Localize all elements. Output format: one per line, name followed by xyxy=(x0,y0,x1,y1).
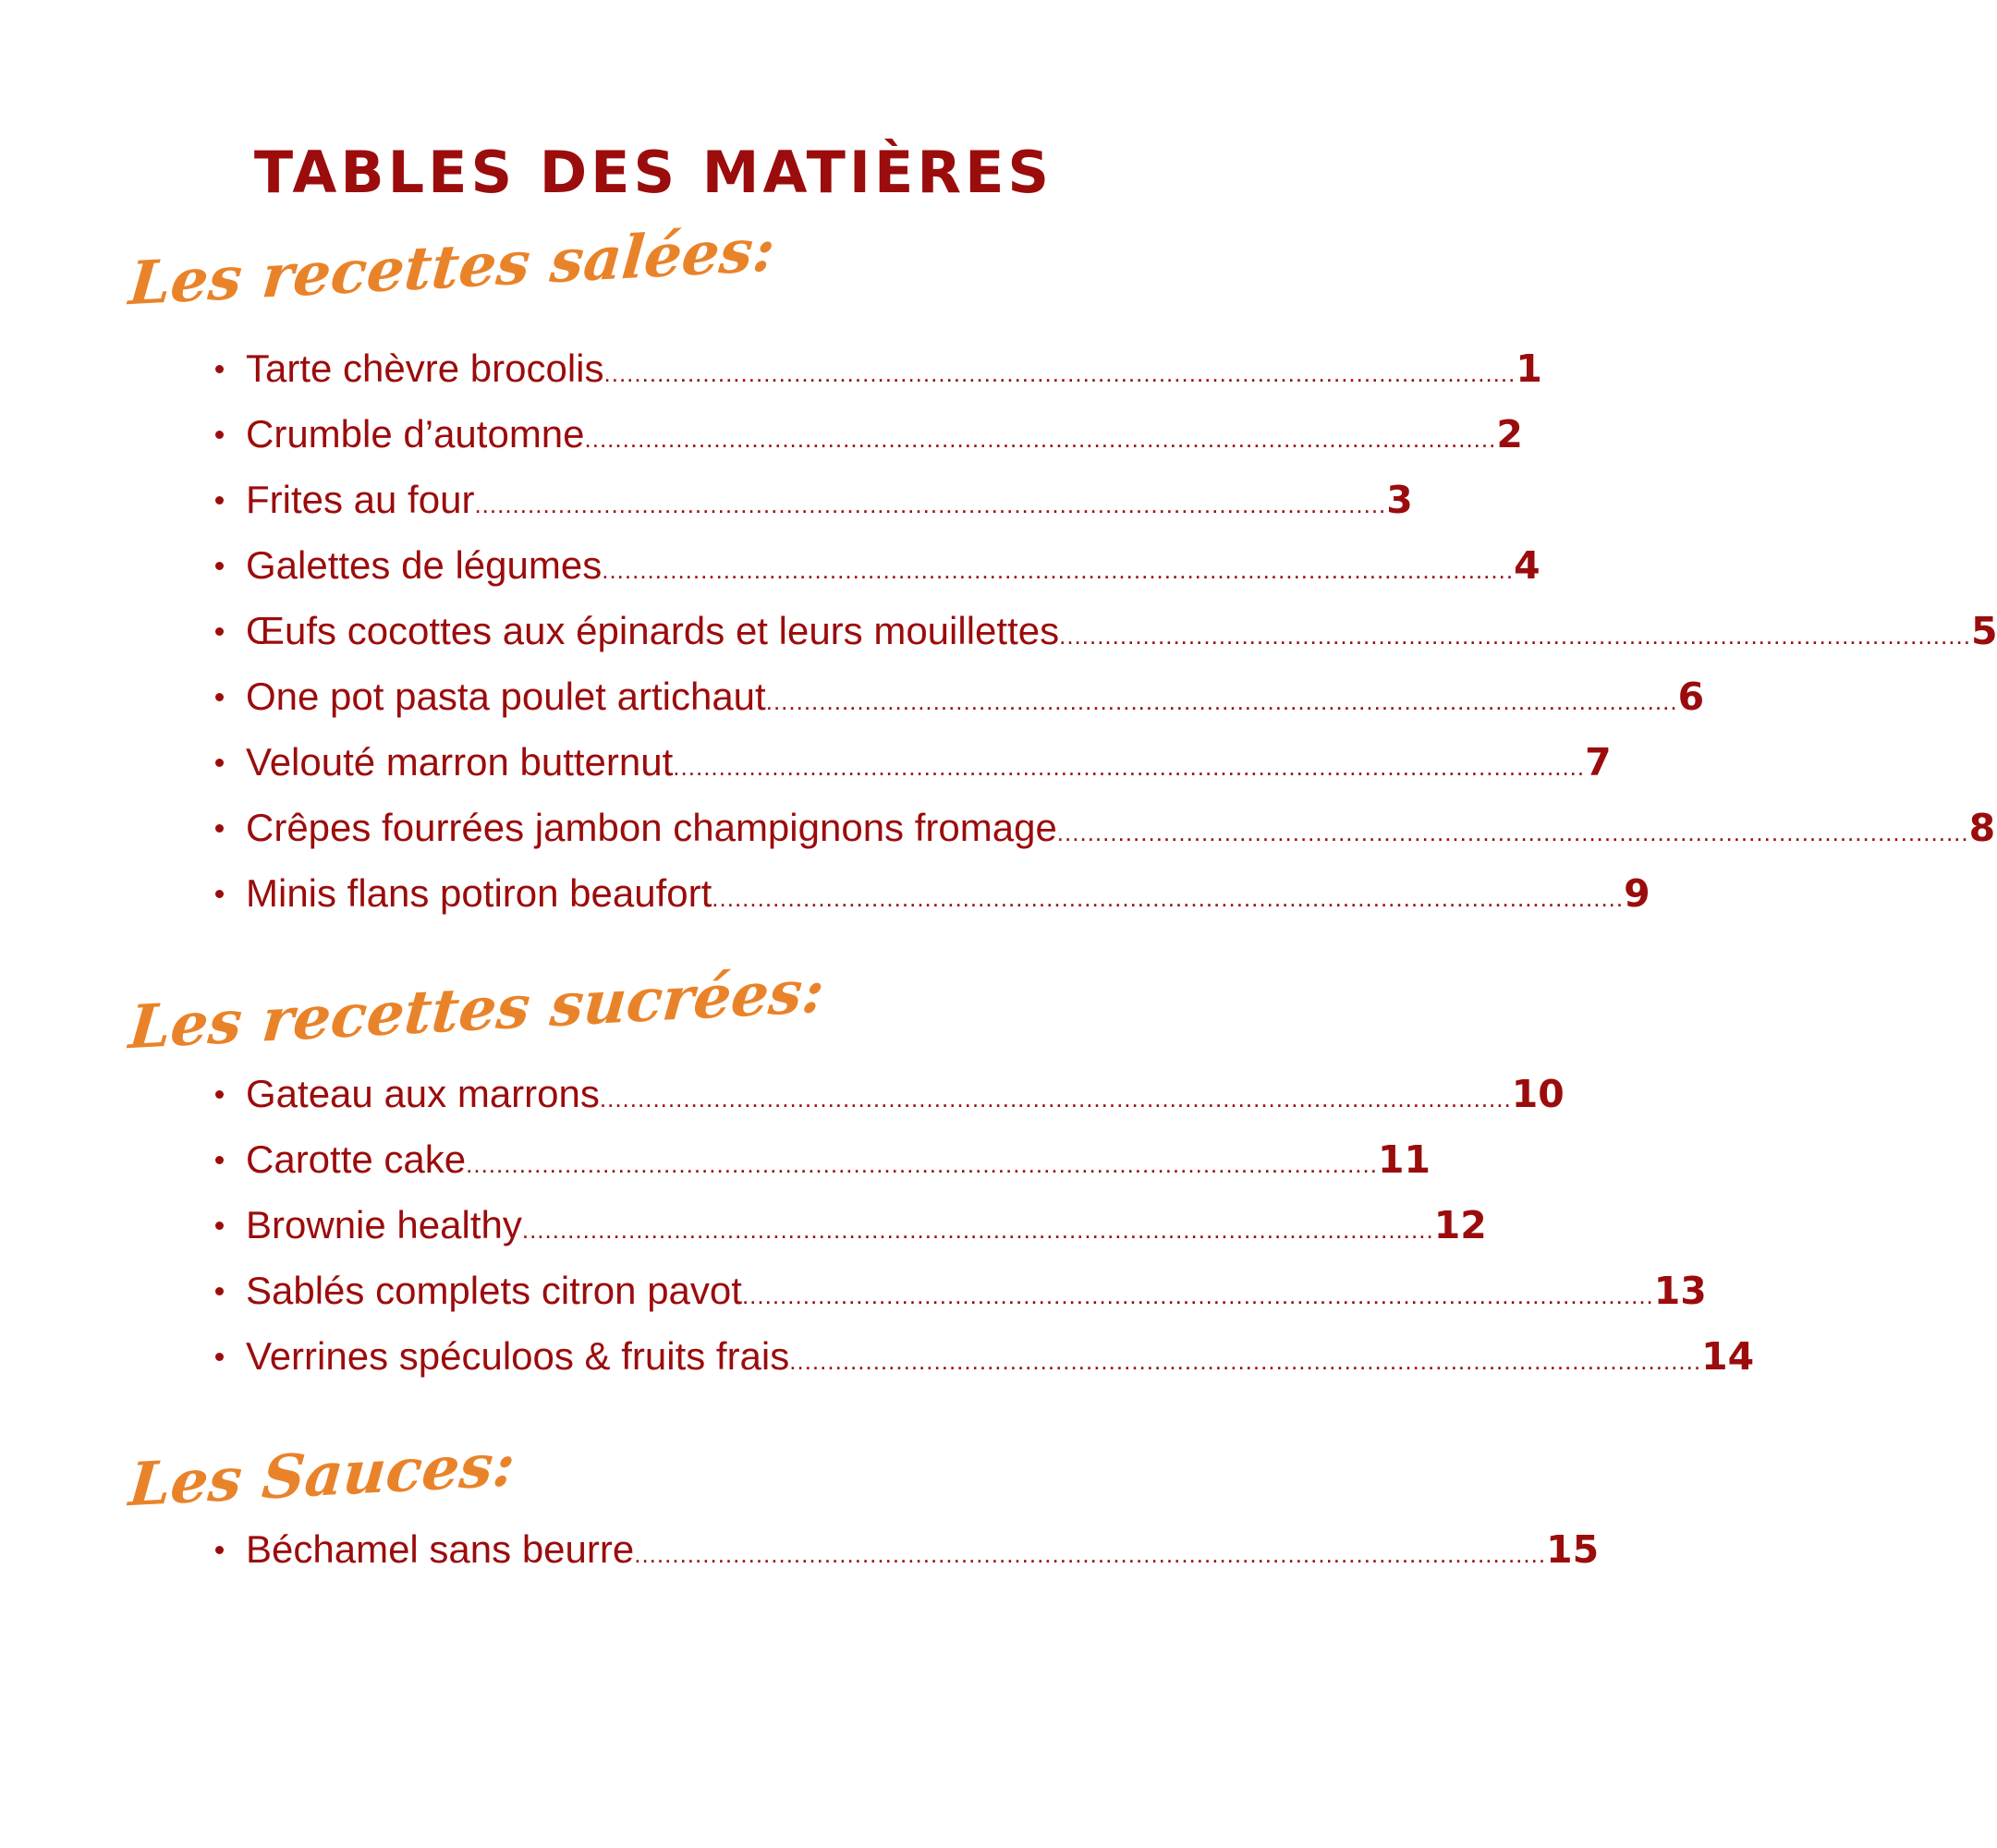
bullet-icon xyxy=(215,562,224,570)
bullet-icon xyxy=(215,1546,224,1554)
entry-label: Frites au four xyxy=(246,478,475,521)
dot-leader: ........................................................................................................................ xyxy=(634,1540,1547,1568)
dot-leader: ........................................................................................................................ xyxy=(741,1282,1654,1309)
toc-list-sauces xyxy=(0,1516,1600,1582)
toc-list-salees xyxy=(0,335,1997,926)
page-number: 3 xyxy=(1386,478,1413,522)
page-number: 5 xyxy=(1970,609,1997,653)
section-heading-sucrees: Les recettes sucrées: xyxy=(126,956,827,1064)
dot-leader: ........................................................................................................................ xyxy=(599,1085,1512,1112)
dot-leader: ........................................................................................................................ xyxy=(765,687,1678,715)
entry-label: Galettes de légumes xyxy=(246,543,603,587)
toc-list-sucrees xyxy=(0,1061,1755,1389)
dot-leader: ........................................................................................................................ xyxy=(712,884,1625,912)
section-heading-sauces: Les Sauces: xyxy=(126,1429,518,1521)
toc-item[interactable] xyxy=(0,1061,1565,1126)
entry-label: Velouté marron butternut xyxy=(246,740,674,784)
page-number: 6 xyxy=(1677,675,1705,719)
toc-item[interactable] xyxy=(0,729,1612,795)
dot-leader: ........................................................................................................................ xyxy=(789,1347,1702,1375)
bullet-icon xyxy=(215,627,224,636)
dot-leader: ........................................................................................................................ xyxy=(474,491,1387,518)
page-number: 2 xyxy=(1496,412,1523,456)
section-heading-salees: Les recettes salées: xyxy=(126,215,778,320)
toc-item[interactable] xyxy=(0,1126,1431,1192)
toc-item[interactable] xyxy=(0,1192,1487,1258)
entry-label: Gateau aux marrons xyxy=(246,1072,600,1115)
entry-label: Œufs cocottes aux épinards et leurs mouillettes xyxy=(246,609,1060,652)
page-number: 15 xyxy=(1546,1527,1600,1572)
page-number: 12 xyxy=(1433,1203,1487,1247)
entry-label: Carotte cake xyxy=(246,1137,467,1181)
toc-item[interactable] xyxy=(0,532,1540,598)
bullet-icon xyxy=(215,1222,224,1230)
dot-leader: ........................................................................................................................ xyxy=(521,1216,1434,1244)
dot-leader: ........................................................................................................................ xyxy=(603,359,1516,387)
toc-item[interactable] xyxy=(0,1323,1755,1389)
entry-label: Tarte chèvre brocolis xyxy=(246,346,604,390)
bullet-icon xyxy=(215,365,224,373)
toc-item[interactable] xyxy=(0,663,1705,729)
toc-item[interactable] xyxy=(0,795,1996,860)
page-number: 7 xyxy=(1585,740,1612,784)
entry-label: Sablés complets citron pavot xyxy=(246,1269,742,1312)
entry-label: Verrines spéculoos & fruits frais xyxy=(246,1334,790,1378)
toc-item[interactable] xyxy=(0,1516,1600,1582)
bullet-icon xyxy=(215,431,224,439)
dot-leader: ........................................................................................................................ xyxy=(1056,819,1969,846)
page-number: 8 xyxy=(1968,806,1996,850)
dot-leader: ........................................................................................................................ xyxy=(1059,622,1971,650)
page-number: 1 xyxy=(1516,346,1542,391)
dot-leader: ........................................................................................................................ xyxy=(602,556,1515,584)
dot-leader: ........................................................................................................................ xyxy=(673,753,1586,781)
bullet-icon xyxy=(215,759,224,767)
bullet-icon xyxy=(215,496,224,505)
page-number: 13 xyxy=(1653,1269,1707,1313)
bullet-icon xyxy=(215,1090,224,1099)
dot-leader: ........................................................................................................................ xyxy=(584,425,1497,453)
toc-item[interactable] xyxy=(0,598,1997,663)
entry-label: Crumble d’automne xyxy=(246,412,585,456)
bullet-icon xyxy=(215,1287,224,1295)
toc-item[interactable] xyxy=(0,401,1523,467)
page-title: TABLES DES MATIÈRES xyxy=(253,139,1053,206)
page-number: 9 xyxy=(1624,871,1650,916)
toc-item[interactable] xyxy=(0,467,1413,532)
bullet-icon xyxy=(215,693,224,701)
page-number: 14 xyxy=(1701,1334,1755,1379)
bullet-icon xyxy=(215,890,224,898)
toc-item[interactable] xyxy=(0,335,1542,401)
bullet-icon xyxy=(215,1156,224,1164)
entry-label: One pot pasta poulet artichaut xyxy=(246,675,766,718)
page-number: 4 xyxy=(1514,543,1540,588)
page-number: 11 xyxy=(1377,1137,1431,1182)
entry-label: Minis flans potiron beaufort xyxy=(246,871,712,915)
bullet-icon xyxy=(215,1353,224,1361)
toc-item[interactable] xyxy=(0,860,1650,926)
entry-label: Crêpes fourrées jambon champignons fromage xyxy=(246,806,1057,849)
entry-label: Béchamel sans beurre xyxy=(246,1527,635,1571)
toc-item[interactable] xyxy=(0,1258,1707,1323)
page-number: 10 xyxy=(1511,1072,1565,1116)
entry-label: Brownie healthy xyxy=(246,1203,522,1246)
dot-leader: ........................................................................................................................ xyxy=(466,1150,1378,1178)
bullet-icon xyxy=(215,824,224,833)
